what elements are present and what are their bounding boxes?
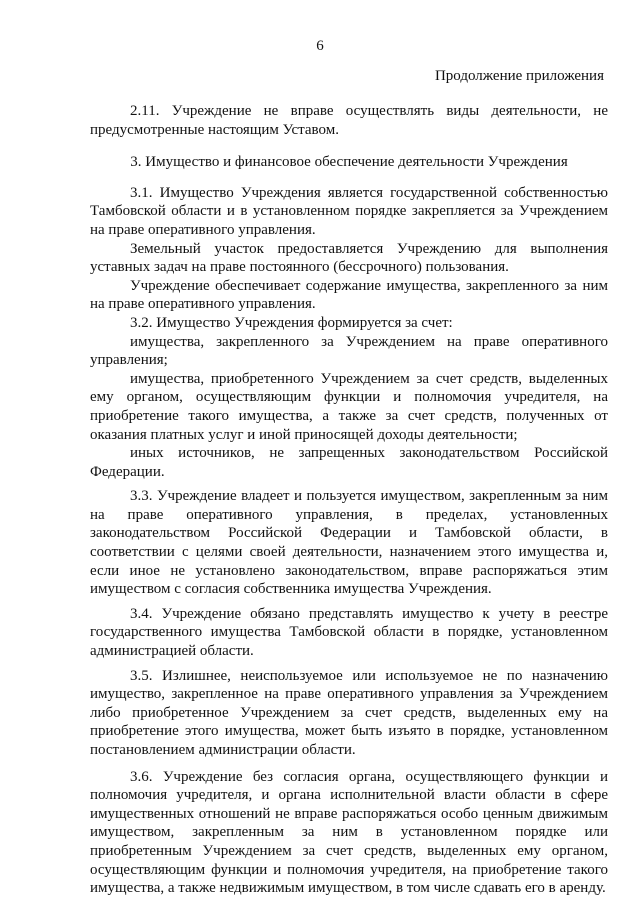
paragraph-3-1: 3.1. Имущество Учреждения является государственной собственностью Тамбовской области и в установленном порядке закрепляется за Учреждением на праве оперативного управления. (90, 184, 608, 238)
document-body (90, 102, 608, 898)
paragraph-maintenance: Учреждение обеспечивает содержание имущества, закрепленного за ним на праве оперативного управления. (90, 277, 608, 313)
paragraph-2-11: 2.11. Учреждение не вправе осуществлять виды деятельности, не предусмотренные настоящим Уставом. (90, 103, 608, 138)
paragraph-3-6: 3.6. Учреждение без согласия органа, осуществляющего функции и полномочия учредителя, и органа исполнительной власти области в сфере имущественных отношений не вправе распоряжаться особо ценным движимым имуществом, закрепленным за ним в установленном порядке или приобретенным Учреждением за счет средств, выделенных ему органом, осуществляющим функции и полномочия учредителя, на приобретение такого имущества, а также недвижимым имуществом, в том числе сдавать его в аренду. (90, 768, 608, 897)
list-item-acquired-property: имущества, приобретенного Учреждением за счет средств, выделенных ему органом, осуществляющим функции и полномочия учредителя, на приобретение такого имущества, а также за счет средств, полученных от оказания платных услуг и иной приносящей доходы деятельности; (90, 370, 608, 443)
paragraph-3-4: 3.4. Учреждение обязано представлять имущество к учету в реестре государственного имущества Тамбовской области в порядке, установленном администрацией области. (90, 605, 608, 660)
list-item-other-sources: иных источников, не запрещенных законодательством Российской Федерации. (90, 445, 608, 480)
section-heading: 3. Имущество и финансовое обеспечение деятельности Учреждения (130, 154, 568, 171)
paragraph-land: Земельный участок предоставляется Учреждению для выполнения уставных задач на праве постоянного (бессрочного) пользования. (90, 240, 608, 276)
paragraph-3-3: 3.3. Учреждение владеет и пользуется имуществом, закрепленным за ним на праве оперативного управления, в пределах, установленных законодательством Российской Федерации и Тамбовской области, в соответствии с целями своей деятельности, назначением этого имущества и, если иное не установлено законодательством, вправе распоряжаться этим имуществом с согласия собственника имущества Учреждения. (90, 488, 608, 598)
page-number: 6 (316, 38, 324, 54)
paragraph-3-2: 3.2. Имущество Учреждения формируется за счет: (130, 314, 453, 331)
list-item-assigned-property: имущества, закрепленного за Учреждением на праве оперативного управления; (90, 333, 608, 369)
appendix-label: Продолжение приложения (434, 68, 604, 84)
paragraph-3-5: 3.5. Излишнее, неиспользуемое или используемое не по назначению имущество, закрепленное на праве оперативного управления за Учреждением либо приобретенное Учреждением за счет средств, выделенных ему на приобретение этого имущества, может быть изъято в порядке, установленном постановлением администрации области. (90, 667, 608, 758)
